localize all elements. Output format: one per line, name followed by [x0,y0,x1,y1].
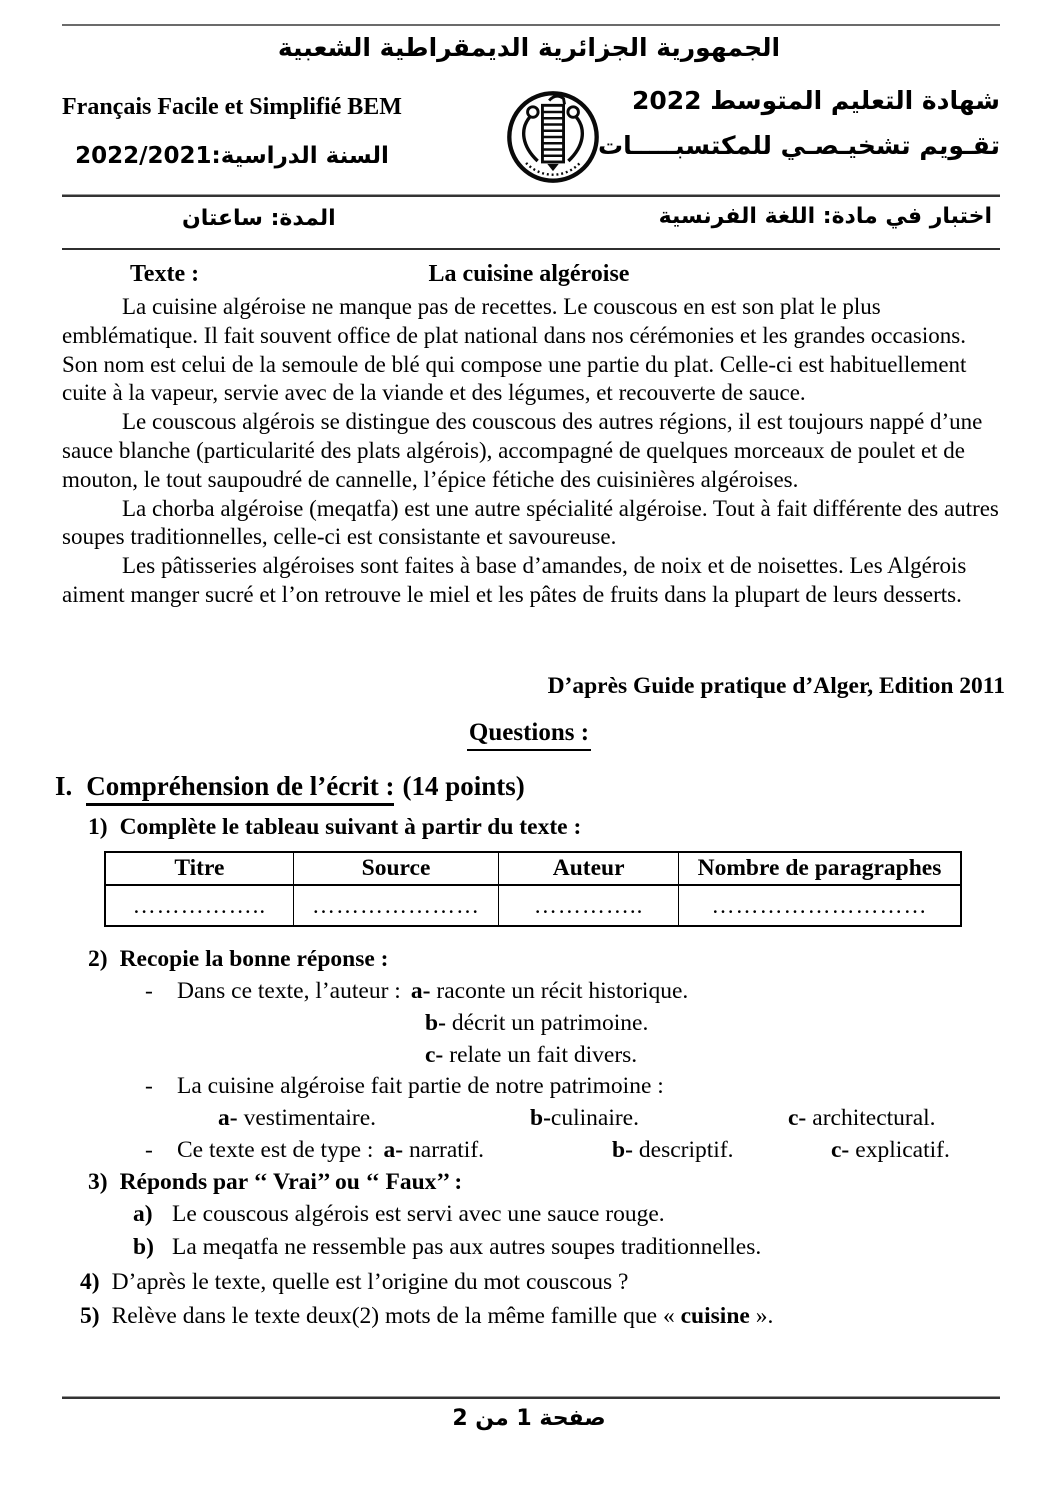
q2-item1-option-b: décrit un patrimoine. [451,1010,649,1036]
q2-item3-option-c: explicatif. [855,1137,950,1163]
q2-item1-option-c: relate un fait divers. [449,1042,638,1068]
section-comprehension-heading [55,771,525,806]
q2-item1-option-c-row [425,1042,637,1069]
paragraph-3: La chorba algéroise (meqatfa) est une autre spécialité algéroise. Tout à fait différente des autres soupes traditionnelles, celle-ci est consistante et savoureuse. [62,495,999,550]
source-attribution: D’après Guide pratique d’Alger, Edition 2011 [547,673,1005,699]
q1-table [104,851,962,927]
q3-a-text: Le couscous algérois est servi avec une sauce rouge. [172,1201,665,1227]
evaluation-line: تقـويم تشخيـصـي للمكتسبـــــات [597,131,1000,160]
q2-item2-dash: - [145,1073,153,1099]
q2-item2-option-a: vestimentaire. [243,1105,377,1131]
onec-emblem-logo [505,89,601,190]
q2-item3-option-b-label: b- [612,1137,633,1163]
questions-heading [0,719,1058,751]
footer-rule [62,1396,1000,1399]
exam-duration: المدة: ساعتان [182,206,336,231]
question-3-number: 3) [88,1169,108,1195]
brand-title: Français Facile et Simplifié BEM [62,94,402,120]
q2-item2 [177,1073,664,1100]
paragraph-4: Les pâtisseries algéroises sont faites à base d’amandes, de noix et de noisettes. Les Algérois aiment manger sucré et l’on retrouve le miel et les pâtes de fruits dans la plupart de leurs desserts. [62,553,967,607]
subject-divider [62,248,1000,250]
paragraph-1: La cuisine algéroise ne manque pas de recettes. Le couscous en est son plat le plus emblématique. Il fait souvent office de plat national dans nos cérémonies et les grandes occasions. Son nom est celui de la semoule de blé qui compose une partie du plat. Celle-ci est habituellement cuite à la vapeur, servie avec de la viande et des légumes, et recouverte de sauce. [62,294,967,406]
q2-item2-option-c-row [788,1105,936,1132]
q2-item3-option-c-row [831,1137,950,1164]
question-4-number: 4) [80,1269,100,1295]
q2-item3-option-b-row [612,1137,734,1164]
top-rule [62,24,1000,26]
republic-title: الجمهورية الجزائرية الديمقراطية الشعبية [277,33,781,62]
q2-item3-intro: Ce texte est de type : [177,1137,374,1163]
q2-item1 [177,978,688,1005]
paragraph-2: Le couscous algérois se distingue des couscous des autres régions, il est toujours nappé d’une sauce blanche (particularité des plats algérois), accompagné de quelques morceaux de poulet et de mouton, le tout saupoudré de cannelle, l’épice fétiche des cuisinières algéroises. [62,409,983,492]
q3-a-label: a) [133,1201,153,1227]
q1-col-titre: Titre [105,852,293,885]
q2-item1-option-b-label: b- [425,1010,446,1036]
section-title: Compréhension de l’écrit : [86,771,394,806]
q2-item3-option-a: narratif. [409,1137,485,1163]
reading-text [62,293,1002,610]
header-divider [62,194,1000,197]
question-5-prefix: Relève dans le texte deux(2) mots de la même famille que « [111,1303,681,1329]
q3-b-label: b) [133,1234,154,1260]
section-points: (14 points) [402,771,525,801]
question-5-number: 5) [80,1303,100,1329]
question-2-number: 2) [88,946,108,972]
certificate-line: شهادة التعليم المتوسط 2022 [631,86,1000,115]
q1-cell-titre: …………….. [105,885,293,926]
q2-item3-dash: - [145,1137,153,1163]
q2-item2-option-b-label: b- [530,1105,551,1131]
q2-item2-option-c-label: c- [788,1105,807,1131]
q2-item3-option-a-label: a- [383,1137,404,1163]
header-left-block [62,94,402,169]
q2-item2-option-c: architectural. [812,1105,936,1131]
page-indicator: صفحة 1 من 2 [452,1406,606,1431]
header-right-block [598,86,1000,160]
q2-item1-dash: - [145,978,153,1004]
question-5-keyword: cuisine [680,1303,750,1329]
q2-item3-option-c-label: c- [831,1137,850,1163]
q1-table-header-row [105,852,961,885]
q2-item1-option-a-label: a- [410,978,431,1004]
q2-item2-option-a-row [218,1105,376,1132]
q2-item1-option-c-label: c- [425,1042,444,1068]
q1-col-auteur: Auteur [499,852,679,885]
q2-item3-option-b: descriptif. [638,1137,734,1163]
section-numeral: I. [55,771,73,801]
text-label: Texte : [130,261,200,287]
question-2-text: Recopie la bonne réponse : [119,946,389,972]
q1-col-source: Source [293,852,498,885]
q2-item2-option-b-row [530,1105,639,1132]
question-5-suffix: ». [749,1303,774,1329]
emblem-icon [505,89,601,185]
question-1-number: 1) [88,814,108,840]
questions-heading-text: Questions : [467,719,591,751]
text-title: La cuisine algéroise [428,261,630,287]
q1-cell-paragraphes: ……………………… [679,885,962,926]
question-5 [80,1303,773,1330]
q2-item1-option-a: raconte un récit historique. [436,978,689,1004]
q1-table-answer-row [105,885,961,926]
q2-item1-option-b-row [425,1010,648,1037]
exam-subject: اختبار في مادة: اللغة الفرنسية [658,204,992,229]
q2-item1-intro: Dans ce texte, l’auteur : [177,978,401,1004]
question-3-text: Réponds par ‘‘ Vrai’’ ou ‘‘ Faux’’ : [119,1169,463,1195]
school-year: السنة الدراسية:2022/2021 [75,143,389,169]
q1-cell-source: ………………… [293,885,498,926]
q1-col-paragraphes: Nombre de paragraphes [679,852,962,885]
q3-b-text: La meqatfa ne ressemble pas aux autres soupes traditionnelles. [172,1234,762,1260]
question-3 [88,1169,462,1196]
question-1-text: Complète le tableau suivant à partir du texte : [119,814,582,840]
q2-item2-option-a-label: a- [218,1105,238,1131]
question-2 [88,946,389,973]
question-1 [88,814,581,841]
q2-item3 [177,1137,484,1164]
q2-item2-option-b: culinaire. [550,1105,639,1131]
question-4-text: D’après le texte, quelle est l’origine du mot couscous ? [111,1269,629,1295]
q2-item2-intro: La cuisine algéroise fait partie de notre patrimoine : [177,1073,664,1099]
question-4 [80,1269,628,1296]
q1-cell-auteur: ………….. [499,885,679,926]
